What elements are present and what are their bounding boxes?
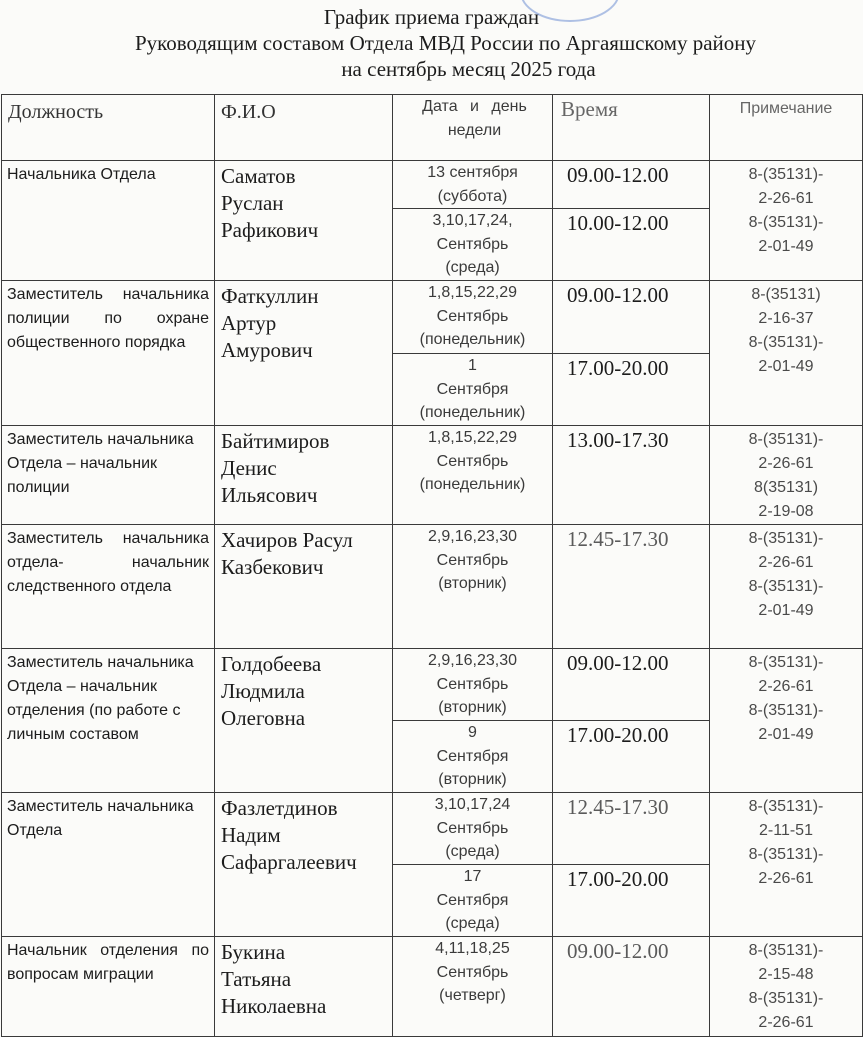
fio-cell: Байтимиров Денис Ильясович: [215, 426, 393, 525]
table-header-row: [2, 95, 863, 161]
schedule-table: [1, 94, 863, 1037]
table-row: [2, 793, 863, 865]
position-cell: Заместитель начальника отдела- начальник следственного отдела: [2, 525, 215, 649]
document-period: на сентябрь месяц 2025 года: [341, 57, 596, 81]
time-cell: 17.00-20.00: [553, 354, 710, 426]
time-cell: 10.00-12.00: [553, 209, 710, 281]
column-header-fio: Ф.И.О: [215, 95, 393, 161]
fio-cell: Букина Татьяна Николаевна: [215, 937, 393, 1037]
position-cell: Начальника Отдела: [2, 161, 215, 281]
note-cell: 8-(35131)- 2-26-61 8(35131) 2-19-08: [710, 426, 863, 525]
date-cell: 17 Сентября (среда): [393, 865, 553, 937]
note-cell: 8-(35131)- 2-26-61 8-(35131)- 2-01-49: [710, 161, 863, 281]
date-cell: 9 Сентября (вторник): [393, 721, 553, 793]
document-title: График приема граждан: [323, 5, 540, 29]
date-cell: 1,8,15,22,29 Сентябрь (понедельник): [393, 426, 553, 525]
time-cell: 12.45-17.30: [553, 525, 710, 649]
table-row: [2, 161, 863, 209]
fio-cell: Саматов Руслан Рафикович: [215, 161, 393, 281]
time-cell: 09.00-12.00: [553, 161, 710, 209]
fio-cell: Фазлетдинов Надим Сафаргалеевич: [215, 793, 393, 937]
note-cell: 8-(35131)- 2-26-61 8-(35131)- 2-01-49: [710, 525, 863, 649]
column-header-position: Должность: [2, 95, 215, 161]
time-cell: 09.00-12.00: [553, 281, 710, 354]
position-cell: Заместитель начальника Отдела – начальник отделения (по работе с личным составом: [2, 649, 215, 793]
position-cell: Заместитель начальника Отдела: [2, 793, 215, 937]
note-cell: 8-(35131)- 2-15-48 8-(35131)- 2-26-61: [710, 937, 863, 1037]
date-cell: 1,8,15,22,29 Сентябрь (понедельник): [393, 281, 553, 354]
note-cell: 8-(35131) 2-16-37 8-(35131)- 2-01-49: [710, 281, 863, 426]
note-cell: 8-(35131)- 2-26-61 8-(35131)- 2-01-49: [710, 649, 863, 793]
date-cell: 2,9,16,23,30 Сентябрь (вторник): [393, 649, 553, 721]
note-cell: 8-(35131)- 2-11-51 8-(35131)- 2-26-61: [710, 793, 863, 937]
column-header-note: Примечание: [710, 95, 863, 161]
table-row: [2, 525, 863, 649]
document-header: [0, 0, 863, 82]
fio-cell: Голдобеева Людмила Олеговна: [215, 649, 393, 793]
document-subtitle: Руководящим составом Отдела МВД России по Аргаяшскому району: [134, 31, 757, 55]
date-cell: 4,11,18,25 Сентябрь (четверг): [393, 937, 553, 1037]
table-row: [2, 281, 863, 354]
date-cell: 1 Сентября (понедельник): [393, 354, 553, 426]
fio-cell: Фаткуллин Артур Амурович: [215, 281, 393, 426]
date-cell: 13 сентября (суббота): [393, 161, 553, 209]
date-cell: 3,10,17,24 Сентябрь (среда): [393, 793, 553, 865]
position-cell: Заместитель начальника полиции по охране общественного порядка: [2, 281, 215, 426]
column-header-date: Дата и день недели: [393, 95, 553, 161]
date-cell: 3,10,17,24, Сентябрь (среда): [393, 209, 553, 281]
table-row: [2, 426, 863, 525]
column-header-time: Время: [553, 95, 710, 161]
time-cell: 09.00-12.00: [553, 649, 710, 721]
time-cell: 13.00-17.30: [553, 426, 710, 525]
position-cell: Заместитель начальника Отдела – начальник полиции: [2, 426, 215, 525]
date-cell: 2,9,16,23,30 Сентябрь (вторник): [393, 525, 553, 649]
time-cell: 17.00-20.00: [553, 865, 710, 937]
time-cell: 17.00-20.00: [553, 721, 710, 793]
fio-cell: Хачиров Расул Казбекович: [215, 525, 393, 649]
table-row: [2, 937, 863, 1037]
time-cell: 09.00-12.00: [553, 937, 710, 1037]
time-cell: 12.45-17.30: [553, 793, 710, 865]
position-cell: Начальник отделения по вопросам миграции: [2, 937, 215, 1037]
table-row: [2, 649, 863, 721]
